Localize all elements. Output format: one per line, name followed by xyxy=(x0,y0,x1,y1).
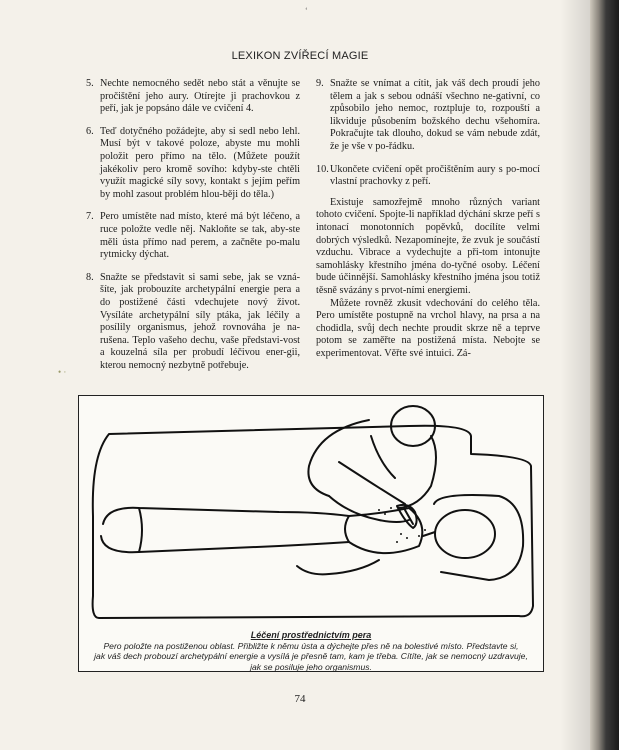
list-item-8: 8. Snažte se představit si sami sebe, jak se vzná-šíte, jak probouzíte archetypální energie pera a do postižené části vdechujete nový život. Vysíláte archetypální síly ptáka, jak léčily a posílily organismus, jehož rovnováha je na-rušena. Teplo vašeho dechu, vaše představi-vost a kouzelná síla per probudí léčivou ener-gii, kterou nemocný nezbytně potřebuje. xyxy=(86,271,300,371)
illustration-box xyxy=(78,395,544,672)
page-mark: ʻ xyxy=(305,6,308,15)
lying-person-head xyxy=(435,510,495,558)
caption-line: jak se posiluje jeho organismus. xyxy=(250,661,372,672)
pillow xyxy=(434,495,523,580)
list-item-7: 7. Pero umístěte nad místo, které má být léčeno, a ruce položte vedle něj. Nakloňte se tak, aby-ste měli ústa přímo nad perem, a začněte po-malu rytmicky dýchat. xyxy=(86,211,300,261)
list-item-5: 5. Nechte nemocného sedět nebo stát a věnujte se pročištění jeho aury. Otírejte ji prachovkou z peří, jak je popsáno dále ve cvičení 4. xyxy=(86,78,300,115)
figure-caption xyxy=(79,630,543,672)
book-spine xyxy=(590,0,619,750)
right-column xyxy=(316,78,540,360)
running-header: LEXIKON ZVÍŘECÍ MAGIE xyxy=(231,50,369,62)
caption-line: Pero položte na postiženou oblast. Přibližte k němu ústa a dýchejte přes ně na bolestivé místo. Představte si, xyxy=(103,640,519,651)
caption-line: jak váš dech probouzí archetypální energie a vysílá je přesně tam, kam je třeba. Cítíte, jak se nemocný uzdravuje, xyxy=(94,651,528,661)
page-number: 74 xyxy=(294,693,306,705)
list-item-6: 6. Teď dotyčného požádejte, aby si sedl nebo lehl. Musí být v takové poloze, abyste mu mohli položit pero přímo na tělo. (Můžete použít jakékoliv pero kromě sovího: kdyby-ste chtěli využít magické síly sovy, kontakt s jejím peřím by mohl zasout problém hlou-běji do těla.) xyxy=(86,125,300,200)
healer-torso xyxy=(308,420,369,496)
paragraph-whole-body: Můžete rovněž zkusit vdechování do celého těla. Pero umístěte postupně na vrchol hlavy, na prsa a na chodidla, svůj dech nechte proudit skrze ně a teprve potom se zaměřte na postižená místa. Nebojte se experimentovat. Věřte své intuici. Zá- xyxy=(316,297,540,359)
list-item-10: 10. Ukončete cvičení opět pročištěním aury s po-mocí vlastní prachovky z peří. xyxy=(316,163,540,188)
list-item-9: 9. Snažte se vnímat a cítit, jak váš dech proudí jeho tělem a jak s sebou odnáší všechno ne-gativní, co způsobilo jeho nemoc, roztpluje to, rozpouští a likviduje působením božského dechu všehomíra. Pokračujte tak dlouho, dokud se vám nebude zdát, že je vše v po-řádku. xyxy=(316,78,540,152)
caption-title: Léčení prostřednictvím pera xyxy=(250,630,372,640)
left-column xyxy=(86,78,300,382)
page-gutter-shadow xyxy=(560,0,590,750)
page-stain: • · xyxy=(58,367,67,377)
paragraph-variants: Existuje samozřejmě mnoho různých variant tohoto cvičení. Spojte-li například dýchání skrze peří s intonací monotonních popěvků, docílíte velmi dobrých výsledků. Nezapomínejte, že zvuk je součástí vzduchu. Vibrace a vydechujte a při-tom intonujte samohlásky křestního jména do-tyčné osoby. Léčení bude účinnější. Samohlásky křestního jména jsou totiž těsně svázány s prvot-ními energiemi. xyxy=(316,196,540,296)
